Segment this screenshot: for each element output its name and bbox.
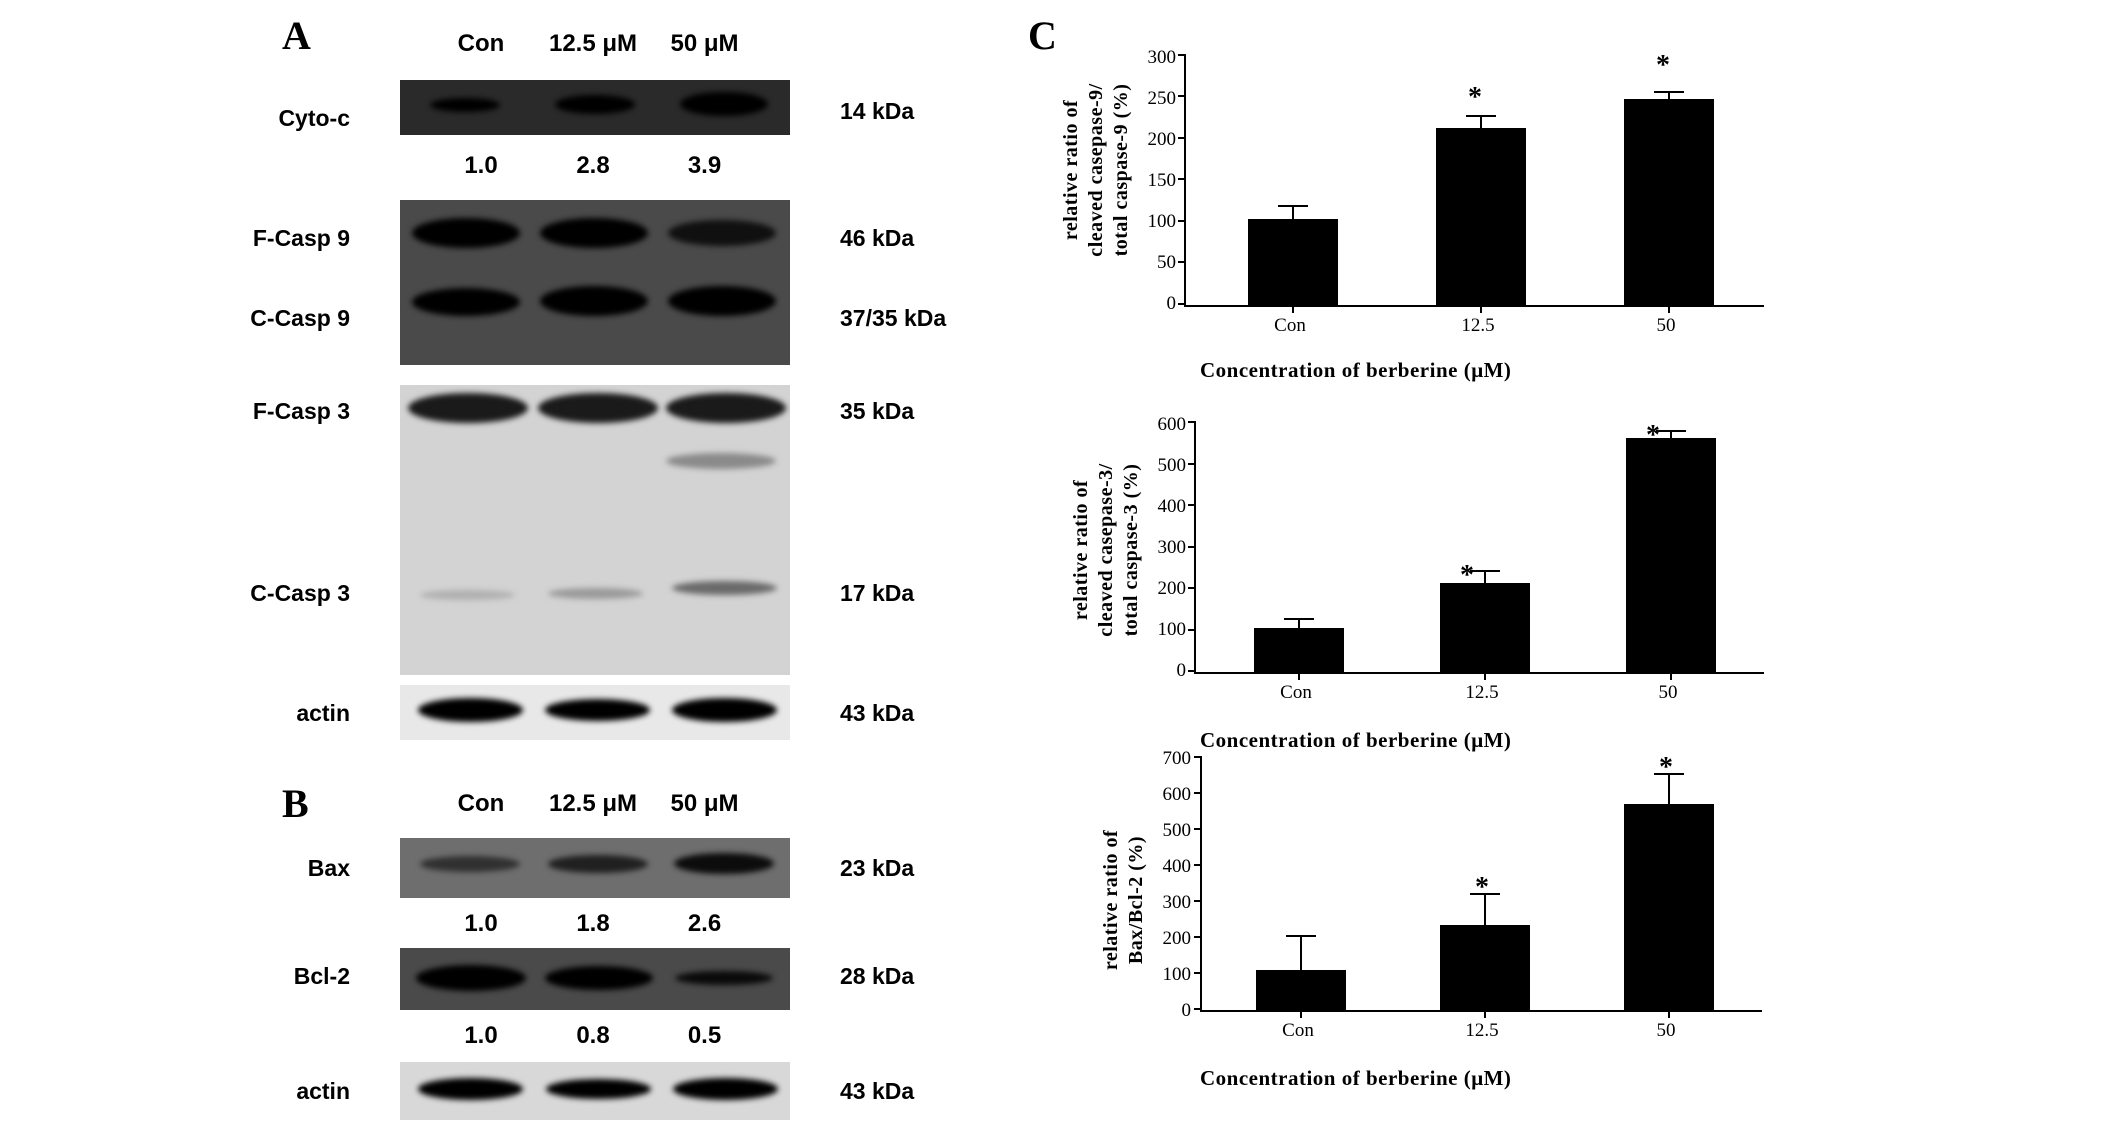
blot-a-kda-f-casp3: 35 kDa bbox=[840, 398, 915, 424]
chart-bax-bcl2-ytick-3: 300 bbox=[1162, 892, 1191, 913]
chart-bax-bcl2-ytick-5: 500 bbox=[1162, 820, 1191, 841]
blot-b-image-actin bbox=[400, 1062, 790, 1120]
blot-b-row-label-bcl2: Bcl-2 bbox=[293, 963, 350, 989]
chart-caspase9-ytick-4: 200 bbox=[1147, 129, 1176, 150]
blot-a-lane-header-0: Con bbox=[457, 30, 505, 57]
panel-a-letter: A bbox=[282, 13, 311, 58]
blot-b-quant-bax-1: 1.8 bbox=[576, 910, 610, 937]
blot-b-lane-header-1: 12.5 μM bbox=[548, 790, 638, 817]
chart-bax-bcl2-ytick-4: 400 bbox=[1162, 856, 1191, 877]
chart-caspase9-ytick-1: 50 bbox=[1157, 252, 1176, 273]
chart-caspase3-bar-12-5 bbox=[1440, 583, 1530, 672]
blot-b-lane-header-0: Con bbox=[457, 790, 505, 817]
chart-bax-bcl2-ytick-0: 0 bbox=[1181, 1000, 1191, 1021]
chart-caspase3-ytick-2: 200 bbox=[1157, 578, 1186, 599]
blot-a-image-caspase3 bbox=[400, 385, 790, 675]
chart-bax-bcl2-ytick-6: 600 bbox=[1162, 784, 1191, 805]
chart-caspase9-bar-12-5 bbox=[1436, 128, 1526, 305]
chart-caspase9-ylabel-line1: cleaved casepase-9/ bbox=[1085, 83, 1107, 257]
blot-b-image-bax bbox=[400, 838, 790, 898]
chart-caspase9-ytick-5: 250 bbox=[1147, 88, 1176, 109]
blot-a-kda-f-casp9: 46 kDa bbox=[840, 225, 915, 251]
chart-caspase3-ytick-5: 500 bbox=[1157, 455, 1186, 476]
blot-b-kda-bax: 23 kDa bbox=[840, 855, 915, 881]
chart-bax-bcl2-bar-50 bbox=[1624, 804, 1714, 1010]
blot-a-kda-actin: 43 kDa bbox=[840, 700, 915, 726]
chart-bax-bcl2-ylabel-line1: Bax/Bcl-2 (%) bbox=[1125, 835, 1147, 965]
chart-bax-bcl2-xtick-12-5: 12.5 bbox=[1465, 1020, 1499, 1041]
chart-caspase3-ylabel-line2: total caspase-3 (%) bbox=[1120, 463, 1142, 637]
panel-b-letter: B bbox=[282, 781, 309, 826]
chart-caspase9-ylabel-line2: total caspase-9 (%) bbox=[1110, 83, 1132, 257]
blot-a-image-actin bbox=[400, 685, 790, 740]
blot-b-quant-bax-2: 2.6 bbox=[687, 910, 722, 937]
chart-bax-bcl2-ytick-2: 200 bbox=[1162, 928, 1191, 949]
chart-bax-bcl2-xtick-con: Con bbox=[1282, 1020, 1314, 1041]
chart-caspase3-ytick-1: 100 bbox=[1157, 619, 1186, 640]
blot-a-lane-header-2: 50 μM bbox=[670, 30, 739, 57]
chart-bax-bcl2-ytick-7: 700 bbox=[1162, 748, 1191, 769]
blot-a-row-label-f-casp9: F-Casp 9 bbox=[252, 225, 350, 251]
chart-caspase3-ylabel-line0: relative ratio of bbox=[1070, 479, 1092, 621]
blot-b-lane-headers bbox=[425, 790, 760, 818]
blot-b-quant-bcl2-1: 0.8 bbox=[576, 1022, 610, 1049]
blot-b-kda-bcl2: 28 kDa bbox=[840, 963, 915, 989]
blot-b-row-label-actin: actin bbox=[296, 1078, 350, 1104]
chart-caspase3-xtick-con: Con bbox=[1280, 682, 1312, 703]
blot-b-quant-bax bbox=[425, 910, 760, 938]
chart-bax-bcl2-ylabel-line0: relative ratio of bbox=[1100, 829, 1122, 971]
blot-a-kda-c-casp9: 37/35 kDa bbox=[840, 305, 947, 331]
blot-b-image-bcl2 bbox=[400, 948, 790, 1010]
chart-bax-bcl2-xtick-50: 50 bbox=[1656, 1020, 1676, 1041]
chart-caspase3-xtick-50: 50 bbox=[1658, 682, 1678, 703]
blot-a-row-label-cyto-c: Cyto-c bbox=[278, 105, 350, 131]
blot-a-row-label-f-casp3: F-Casp 3 bbox=[252, 398, 350, 424]
chart-caspase3-ytick-6: 600 bbox=[1157, 414, 1186, 435]
chart-caspase3-bar-con bbox=[1254, 628, 1344, 672]
chart-caspase3-bar-50 bbox=[1626, 438, 1716, 672]
chart-caspase3-ytick-0: 0 bbox=[1176, 660, 1186, 681]
chart-caspase9-star-12-5: * bbox=[1468, 82, 1482, 113]
blot-b-row-label-bax: Bax bbox=[307, 855, 350, 881]
chart-bax-bcl2-star-50: * bbox=[1659, 752, 1673, 783]
panel-c-letter: C bbox=[1028, 13, 1057, 58]
blot-a-quant-cyto-c bbox=[425, 152, 760, 180]
chart-caspase9-star-50: * bbox=[1656, 50, 1670, 81]
blot-a-lane-header-1: 12.5 μM bbox=[548, 30, 638, 57]
blot-a-kda-c-casp3: 17 kDa bbox=[840, 580, 915, 606]
chart-caspase9-xtick-12-5: 12.5 bbox=[1461, 315, 1495, 336]
chart-caspase3-ytick-4: 400 bbox=[1157, 496, 1186, 517]
chart-caspase9-ylabel-line0: relative ratio of bbox=[1060, 99, 1082, 241]
blot-b-quant-bcl2-0: 1.0 bbox=[464, 1022, 498, 1049]
chart-caspase3-xlabel: Concentration of berberine (μM) bbox=[1200, 728, 1512, 752]
chart-bax-bcl2-bar-12-5 bbox=[1440, 925, 1530, 1010]
blot-b-quant-bax-0: 1.0 bbox=[464, 910, 498, 937]
blot-a-row-label-actin: actin bbox=[296, 700, 350, 726]
chart-caspase9-xtick-con: Con bbox=[1274, 315, 1306, 336]
chart-caspase9-xlabel: Concentration of berberine (μM) bbox=[1200, 358, 1512, 382]
blot-b-lane-header-2: 50 μM bbox=[670, 790, 739, 817]
chart-caspase3-star-12-5: * bbox=[1460, 560, 1474, 591]
blot-a-quant-cyto-c-1: 2.8 bbox=[576, 152, 610, 179]
chart-caspase3-star-50: * bbox=[1646, 420, 1660, 451]
chart-caspase9-ytick-3: 150 bbox=[1147, 170, 1176, 191]
chart-caspase3-ytick-3: 300 bbox=[1157, 537, 1186, 558]
blot-a-image-cyto-c bbox=[400, 80, 790, 135]
chart-caspase9-xtick-50: 50 bbox=[1656, 315, 1676, 336]
blot-b-quant-bcl2 bbox=[425, 1022, 760, 1050]
chart-caspase3-xtick-12-5: 12.5 bbox=[1465, 682, 1499, 703]
chart-caspase9-ytick-2: 100 bbox=[1147, 211, 1176, 232]
blot-a-quant-cyto-c-2: 3.9 bbox=[687, 152, 722, 179]
chart-caspase9-bar-con bbox=[1248, 219, 1338, 305]
chart-caspase3-ylabel-line1: cleaved casepase-3/ bbox=[1095, 463, 1117, 637]
chart-caspase9-bar-50 bbox=[1624, 99, 1714, 305]
blot-b-kda-actin: 43 kDa bbox=[840, 1078, 915, 1104]
chart-caspase3-plot-area bbox=[1194, 422, 1764, 674]
blot-b-quant-bcl2-2: 0.5 bbox=[687, 1022, 722, 1049]
blot-a-quant-cyto-c-0: 1.0 bbox=[464, 152, 498, 179]
blot-a-row-label-c-casp3: C-Casp 3 bbox=[250, 580, 350, 606]
chart-caspase9-ytick-0: 0 bbox=[1166, 293, 1176, 314]
blot-a-lane-headers bbox=[425, 30, 760, 58]
chart-bax-bcl2-bar-con bbox=[1256, 970, 1346, 1010]
chart-caspase9-ytick-6: 300 bbox=[1147, 47, 1176, 68]
blot-a-kda-cyto-c: 14 kDa bbox=[840, 98, 915, 124]
chart-bax-bcl2-xlabel: Concentration of berberine (μM) bbox=[1200, 1066, 1512, 1090]
chart-bax-bcl2-star-12-5: * bbox=[1475, 872, 1489, 903]
chart-bax-bcl2-ytick-1: 100 bbox=[1162, 964, 1191, 985]
blot-a-image-caspase9 bbox=[400, 200, 790, 365]
blot-a-row-label-c-casp9: C-Casp 9 bbox=[250, 305, 350, 331]
